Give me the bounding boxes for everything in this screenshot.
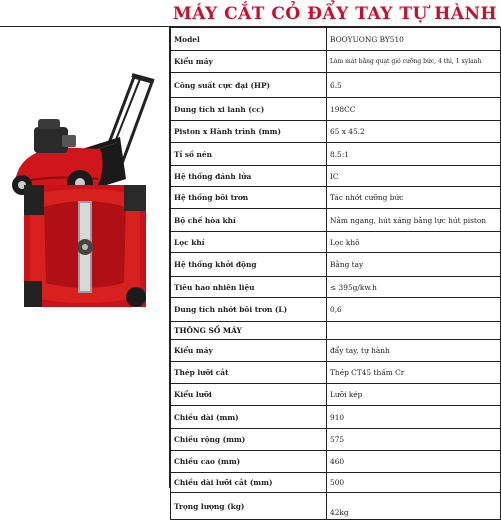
spec-value: Lọc khô xyxy=(327,232,501,253)
spec-value: Tác nhớt cưỡng bức xyxy=(327,187,501,209)
table-row xyxy=(171,451,501,473)
spec-value: 8.5:1 xyxy=(327,143,501,166)
table-row xyxy=(171,232,501,253)
spec-label: Hệ thống bôi trơn xyxy=(171,187,327,209)
spec-value: 198CC xyxy=(327,98,501,121)
spec-value: 910 xyxy=(327,406,501,429)
spec-label: Trọng lượng (kg) xyxy=(171,493,327,520)
table-row xyxy=(171,473,501,493)
table-row xyxy=(171,98,501,121)
section-header-row xyxy=(171,322,501,340)
spec-value: Lưỡi kép xyxy=(327,384,501,406)
table-row xyxy=(171,51,501,73)
spec-value: IC xyxy=(327,166,501,187)
table-row xyxy=(171,121,501,143)
table-row xyxy=(171,362,501,384)
table-row xyxy=(171,166,501,187)
spec-value: Nằm ngang, hút xăng bằng lực hút piston xyxy=(327,209,501,232)
spec-value: Bằng tay xyxy=(327,253,501,277)
spec-label: Piston x Hành trình (mm) xyxy=(171,121,327,143)
spec-value: 42kg xyxy=(327,493,501,520)
spec-label: Model xyxy=(171,28,327,51)
table-row xyxy=(171,187,501,209)
table-row xyxy=(171,429,501,451)
lawn-mower-photo xyxy=(2,57,162,202)
section-title: THÔNG SỐ MÁY xyxy=(171,322,327,340)
mower-deck-underside-photo xyxy=(24,185,146,307)
table-row xyxy=(171,277,501,298)
spec-value: 460 xyxy=(327,451,501,473)
table-row xyxy=(171,253,501,277)
spec-value: đẩy tay, tự hành xyxy=(327,340,501,362)
title-row xyxy=(0,0,500,27)
table-row xyxy=(171,298,501,322)
table-row xyxy=(171,340,501,362)
table-row xyxy=(171,73,501,98)
spec-label: Tỉ số nén xyxy=(171,143,327,166)
spec-label: Chiều rộng (mm) xyxy=(171,429,327,451)
spec-label: Thép lưỡi cắt xyxy=(171,362,327,384)
spec-label: Kiểu máy xyxy=(171,51,327,73)
spec-label: Kiểu máy xyxy=(171,340,327,362)
spec-label: Công suất cực đại (HP) xyxy=(171,73,327,98)
spec-label: Dung tích nhớt bôi trơn (L) xyxy=(171,298,327,322)
table-row xyxy=(171,209,501,232)
spec-value: Thép CT45 thấm Cr xyxy=(327,362,501,384)
spec-label: Tiêu hao nhiên liệu xyxy=(171,277,327,298)
spec-label: Dung tích xi lanh (cc) xyxy=(171,98,327,121)
page-title: MÁY CẮT CỎ ĐẨY TAY TỰ HÀNH xyxy=(172,4,498,24)
product-images xyxy=(0,27,170,488)
table-row xyxy=(171,143,501,166)
table-row xyxy=(171,384,501,406)
table-row xyxy=(171,493,501,520)
spec-label: Kiểu lưỡi xyxy=(171,384,327,406)
spec-value: 6.5 xyxy=(327,73,501,98)
table-row xyxy=(171,406,501,429)
spec-label: Bộ chế hòa khí xyxy=(171,209,327,232)
table-row xyxy=(171,28,501,51)
spec-value: 65 x 45.2 xyxy=(327,121,501,143)
spec-label: Hệ thống khởi động xyxy=(171,253,327,277)
section-empty-cell xyxy=(327,322,501,340)
spec-label: Chiều dài (mm) xyxy=(171,406,327,429)
spec-value: 575 xyxy=(327,429,501,451)
spec-label: Lọc khí xyxy=(171,232,327,253)
spec-label: Chiều cao (mm) xyxy=(171,451,327,473)
spec-value: 500 xyxy=(327,473,501,493)
spec-label: Chiều dài lưỡi cắt (mm) xyxy=(171,473,327,493)
spec-value: ≤ 395g/kw.h xyxy=(327,277,501,298)
spec-value: 0,6 xyxy=(327,298,501,322)
spec-value: Làm mát bằng quạt gió cưỡng bức, 4 thì, 1 xylanh xyxy=(327,51,501,73)
spec-value: BOOYUONG BY510 xyxy=(327,28,501,51)
spec-label: Hệ thống đánh lửa xyxy=(171,166,327,187)
spec-table xyxy=(170,27,501,520)
